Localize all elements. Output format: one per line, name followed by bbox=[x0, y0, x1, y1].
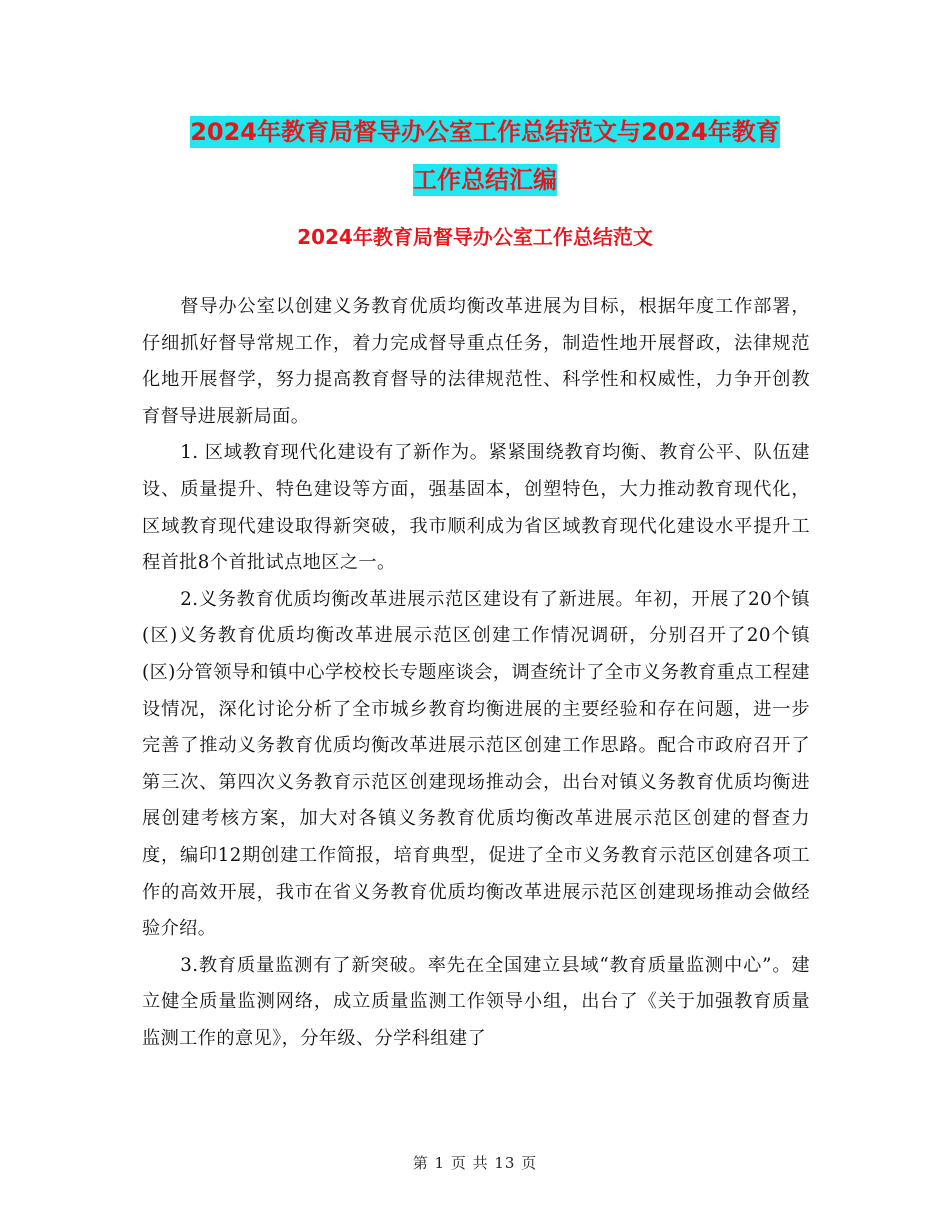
main-title-line-1: 2024年教育局督导办公室工作总结范文与2024年教育 bbox=[190, 118, 780, 146]
page-footer: 第 1 页 共 13 页 bbox=[412, 1154, 538, 1172]
main-title-line-2: 工作总结汇编 bbox=[413, 166, 557, 194]
section-title: 2024年教育局督导办公室工作总结范文 bbox=[297, 225, 653, 249]
document-body bbox=[142, 289, 810, 1057]
body-paragraph: 2.义务教育优质均衡改革进展示范区建设有了新进展。年初，开展了20个镇(区)义务教育优质均衡改革进展示范区创建工作情况调研，分别召开了20个镇 (区)分管领导和镇中心学校校长专题座谈会，调查统计了全市义务教育重点工程建设情况，深化讨论分析了全市城乡教育均衡进展的主要经验和存在问题，进一步完善了推动义务教育优质均衡改革进展示范区创建工作思路。配合市政府召开了第三次、第四次义务教育示范区创建现场推动会，出台对镇义务教育优质均衡进展创建考核方案，加大对各镇义务教育优质均衡改革进展示范区创建的督查力度，编印12期创建工作简报，培育典型，促进了全市义务教育示范区创建各项工作的高效开展，我市在省义务教育优质均衡改革进展示范区创建现场推动会做经验介绍。 bbox=[142, 588, 810, 940]
document-main-title bbox=[140, 108, 830, 204]
body-paragraph: 1. 区域教育现代化建设有了新作为。紧紧围绕教育均衡、教育公平、队伍建设、质量提升、特色建设等方面，强基固本，创塑特色，大力推动教育现代化，区域教育现代建设取得新突破，我市顺利成为省区域教育现代化建设水平提升工程首批8个首批试点地区之一。 bbox=[142, 442, 810, 574]
body-paragraph: 3.教育质量监测有了新突破。率先在全国建立县域“教育质量监测中心”。建立健全质量监测网络，成立质量监测工作领导小组，出台了《关于加强教育质量监测工作的意见》，分年级、分学科组建了 bbox=[142, 954, 810, 1049]
body-paragraph: 督导办公室以创建义务教育优质均衡改革进展为目标，根据年度工作部署，仔细抓好督导常规工作，着力完成督导重点任务，制造性地开展督政，法律规范化地开展督学，努力提高教育督导的法律规范性、科学性和权威性，力争开创教育督导进展新局面。 bbox=[142, 296, 810, 427]
